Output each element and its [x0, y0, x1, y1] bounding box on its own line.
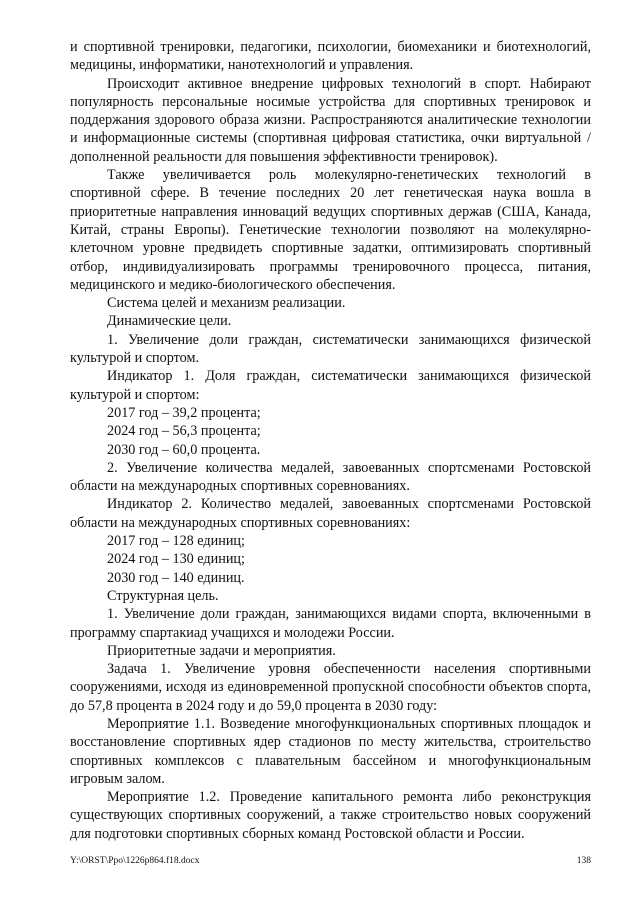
paragraph: и спортивной тренировки, педагогики, психологии, биомеханики и биотехнологий, медицины, информатики, нанотехнологий и управления. — [70, 39, 591, 74]
paragraph: Динамические цели. — [107, 313, 232, 330]
paragraph: Задача 1. Увеличение уровня обеспеченности населения спортивными сооружениями, исходя из единовременной пропускной способности объектов спорта, до 57,8 процента в 2024 году и до 59,0 процента в 2030 году: — [70, 661, 591, 714]
paragraph: Система целей и механизм реализации. — [107, 295, 346, 312]
document-body — [70, 38, 591, 843]
paragraph: Индикатор 1. Доля граждан, систематически занимающихся физической культурой и спортом: — [70, 368, 591, 403]
paragraph: Также увеличивается роль молекулярно-генетических технологий в спортивной сфере. В течение последних 20 лет генетическая наука вошла в приоритетные направления инноваций ведущих спортивных держав (США, Канада, Китай, страны Европы). Генетические технологии позволяют на молекулярно-клеточном уровне предвидеть спортивные задатки, оптимизировать спортивный отбор, индивидуализировать программы тренировочного процесса, питания, медицинского и медико-биологического обеспечения. — [70, 167, 591, 293]
paragraph: Структурная цель. — [107, 587, 219, 604]
paragraph: Мероприятие 1.2. Проведение капитального ремонта либо реконструкция существующих спортивных сооружений, а также строительство новых сооружений для подготовки спортивных сборных команд Ростовской области и России. — [70, 789, 591, 842]
paragraph: 2017 год – 39,2 процента; — [107, 404, 261, 421]
footer-page-number: 138 — [576, 856, 591, 866]
paragraph: Приоритетные задачи и мероприятия. — [107, 642, 336, 659]
page-footer — [70, 856, 591, 866]
paragraph: 2030 год – 140 единиц. — [107, 569, 245, 586]
paragraph: 2030 год – 60,0 процента. — [107, 441, 261, 458]
paragraph: 1. Увеличение доли граждан, систематически занимающихся физической культурой и спортом. — [70, 331, 591, 367]
paragraph: Происходит активное внедрение цифровых технологий в спорт. Набирают популярность персональные носимые устройства для спортивных тренировок и поддержания здорового образа жизни. Распространяются аналитические технологии и информационные системы (спортивная цифровая статистика, очки виртуальной / дополненной реальности для повышения эффективности тренировок). — [70, 75, 591, 165]
paragraph: Индикатор 2. Количество медалей, завоеванных спортсменами Ростовской области на международных спортивных соревнованиях: — [70, 496, 591, 531]
paragraph: 2. Увеличение количества медалей, завоеванных спортсменами Ростовской области на международных спортивных соревнованиях. — [70, 459, 591, 495]
paragraph: Мероприятие 1.1. Возведение многофункциональных спортивных площадок и восстановление спортивных ядер стадионов по месту жительства, строительство спортивных комплексов с плавательным бассейном и многофункциональным игровым залом. — [70, 715, 591, 787]
footer-file-path: Y:\ORST\Ppo\1226p864.f18.docx — [70, 856, 200, 866]
paragraph: 2024 год – 56,3 процента; — [107, 423, 261, 440]
paragraph: 2017 год – 128 единиц; — [107, 533, 245, 550]
paragraph: 2024 год – 130 единиц; — [107, 551, 245, 568]
paragraph: 1. Увеличение доли граждан, занимающихся видами спорта, включенными в программу спартакиад учащихся и молодежи России. — [70, 606, 591, 641]
